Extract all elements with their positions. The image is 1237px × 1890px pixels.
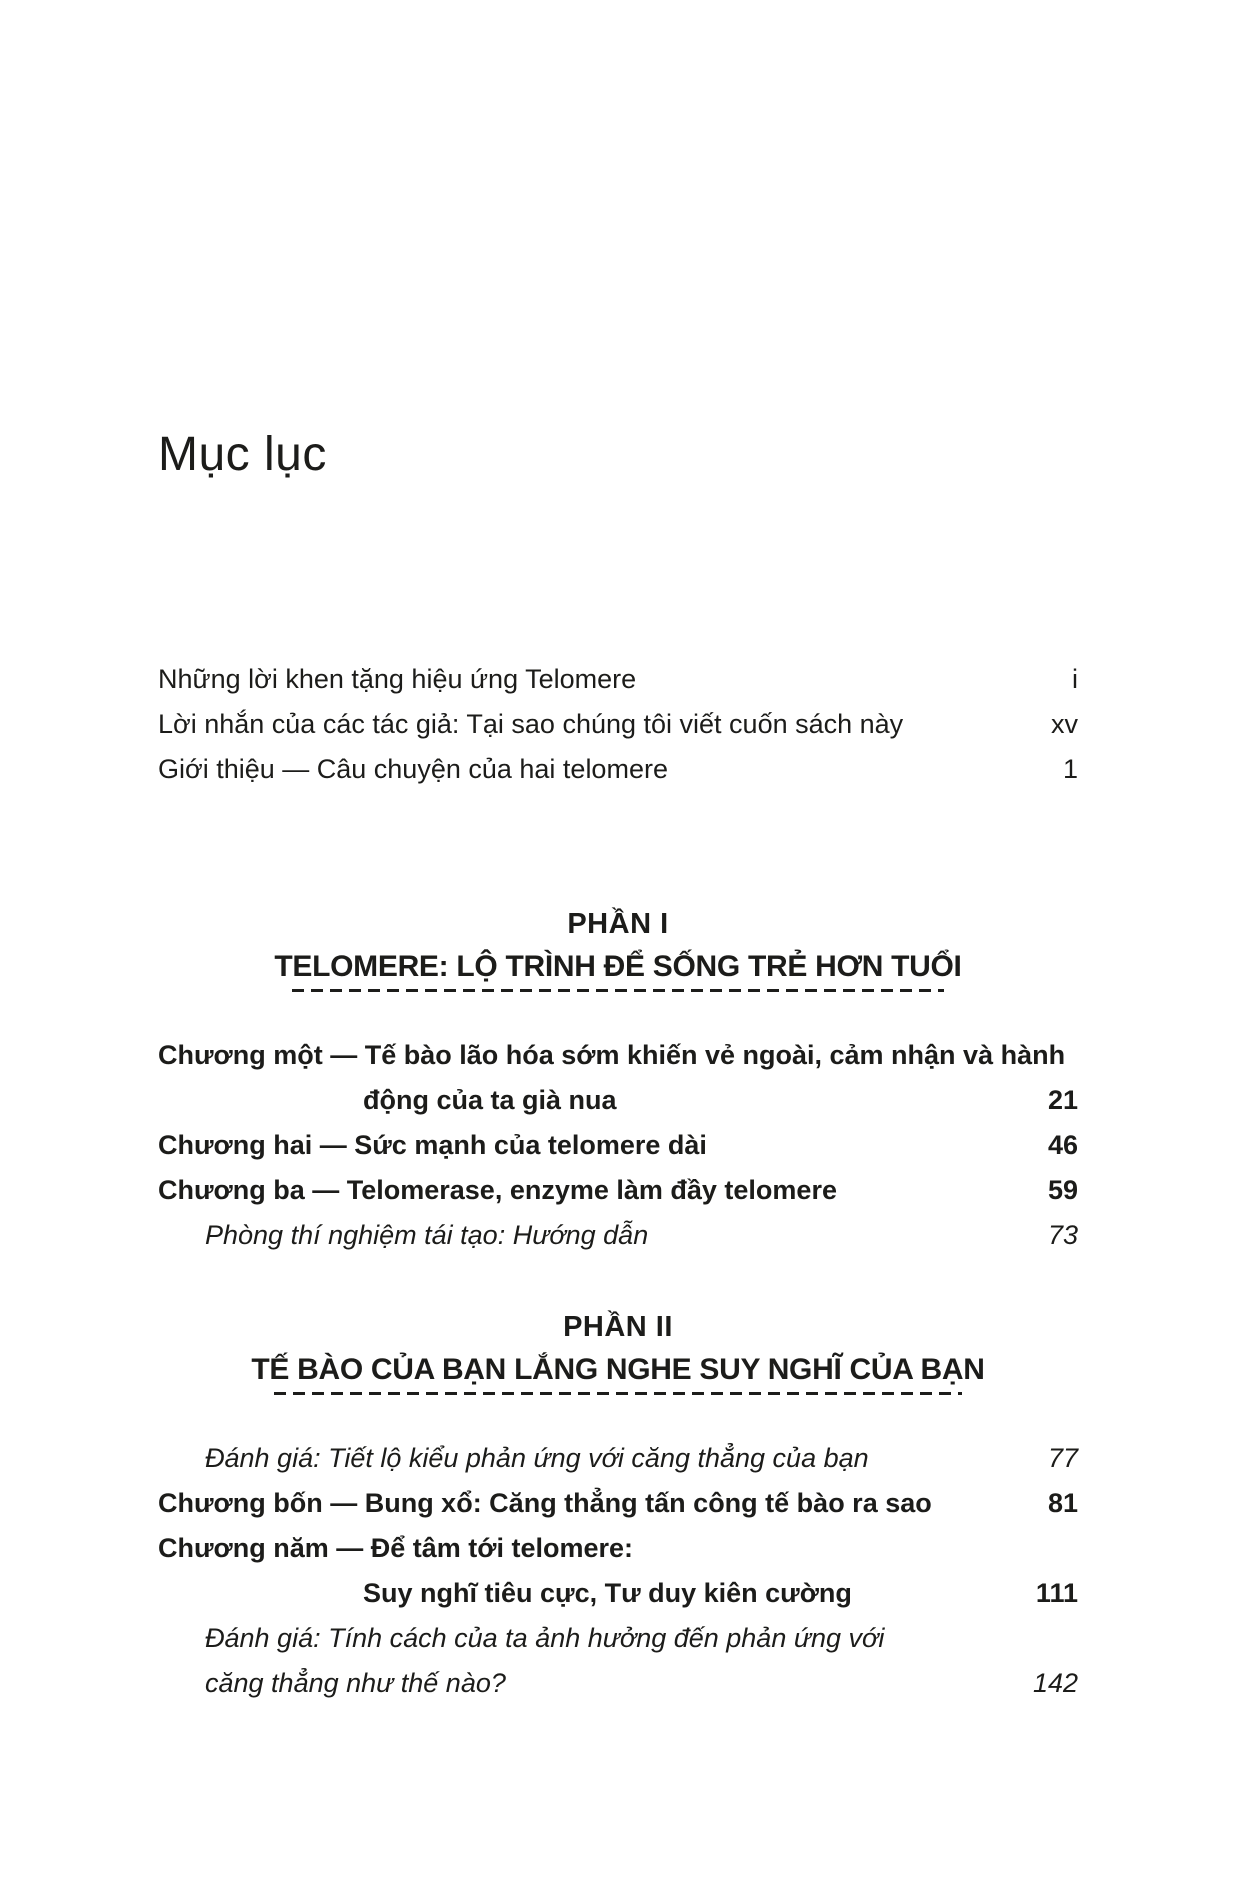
toc-row [158,747,1078,792]
toc-entry-page: 77 [1047,1443,1078,1473]
toc-entry-label: Lời nhắn của các tác giả: Tại sao chúng tôi viết cuốn sách này [158,709,904,739]
dashed-rule [274,1392,962,1395]
toc-entry-page: 1 [1062,754,1078,784]
toc-row [158,1078,1078,1123]
toc-entry-page: 81 [1047,1488,1078,1518]
dashed-rule [292,989,944,992]
part-1-title: TELOMERE: LỘ TRÌNH ĐỂ SỐNG TRẺ HƠN TUỔI [274,950,962,983]
toc-row [158,1033,1078,1078]
toc-row [158,1481,1078,1526]
part-1-entry-list [158,1033,1078,1258]
toc-row [158,1436,1078,1481]
toc-entry-label: động của ta già nua [363,1085,617,1115]
toc-entry-label: Chương hai — Sức mạnh của telomere dài [158,1130,707,1160]
toc-row [158,657,1078,702]
toc-row [158,1213,1078,1258]
part-2-section [158,1308,1078,1706]
toc-entry-page: 73 [1047,1220,1078,1250]
toc-entry-label: Suy nghĩ tiêu cực, Tư duy kiên cường [363,1578,852,1608]
toc-entry-label: Giới thiệu — Câu chuyện của hai telomere [158,754,668,784]
toc-entry-label: Chương một — Tế bào lão hóa sớm khiến vẻ ngoài, cảm nhận và hành [158,1040,1066,1070]
toc-entry-label: Chương năm — Để tâm tới telomere: [158,1533,634,1563]
toc-entry-page: 142 [1032,1668,1078,1698]
part-2-entry-list [158,1436,1078,1706]
toc-row [158,1616,1078,1661]
part-2-title: TẾ BÀO CỦA BẠN LẮNG NGHE SUY NGHĨ CỦA BẠN [251,1353,985,1386]
toc-row [158,1168,1078,1213]
toc-entry-label: Đánh giá: Tiết lộ kiểu phản ứng với căng thẳng của bạn [205,1443,869,1473]
toc-entry-label: Đánh giá: Tính cách của ta ảnh hưởng đến phản ứng với [205,1623,885,1653]
toc-row [158,1526,1078,1571]
toc-entry-page: 46 [1047,1130,1078,1160]
toc-row [158,1661,1078,1706]
front-matter-list [158,657,1078,792]
toc-entry-label: Chương ba — Telomerase, enzyme làm đầy telomere [158,1175,837,1205]
toc-row [158,1571,1078,1616]
toc-row [158,1123,1078,1168]
part-1-kicker: PHẦN I [567,908,669,940]
toc-entry-page: 111 [1035,1578,1078,1608]
part-2-kicker: PHẦN II [563,1311,673,1343]
toc-entry-page: 21 [1047,1085,1078,1115]
toc-entry-label: Những lời khen tặng hiệu ứng Telomere [158,664,637,694]
part-1-section [158,905,1078,1258]
toc-entry-page: i [1072,664,1078,694]
toc-entry-label: Phòng thí nghiệm tái tạo: Hướng dẫn [205,1220,649,1250]
toc-entry-label: Chương bốn — Bung xổ: Căng thẳng tấn công tế bào ra sao [158,1488,932,1518]
toc-entry-label: căng thẳng như thế nào? [205,1668,506,1698]
toc-entry-page: 59 [1047,1175,1078,1205]
toc-row [158,702,1078,747]
toc-entry-page: xv [1051,709,1078,739]
page-title: Mục lục [158,428,327,481]
